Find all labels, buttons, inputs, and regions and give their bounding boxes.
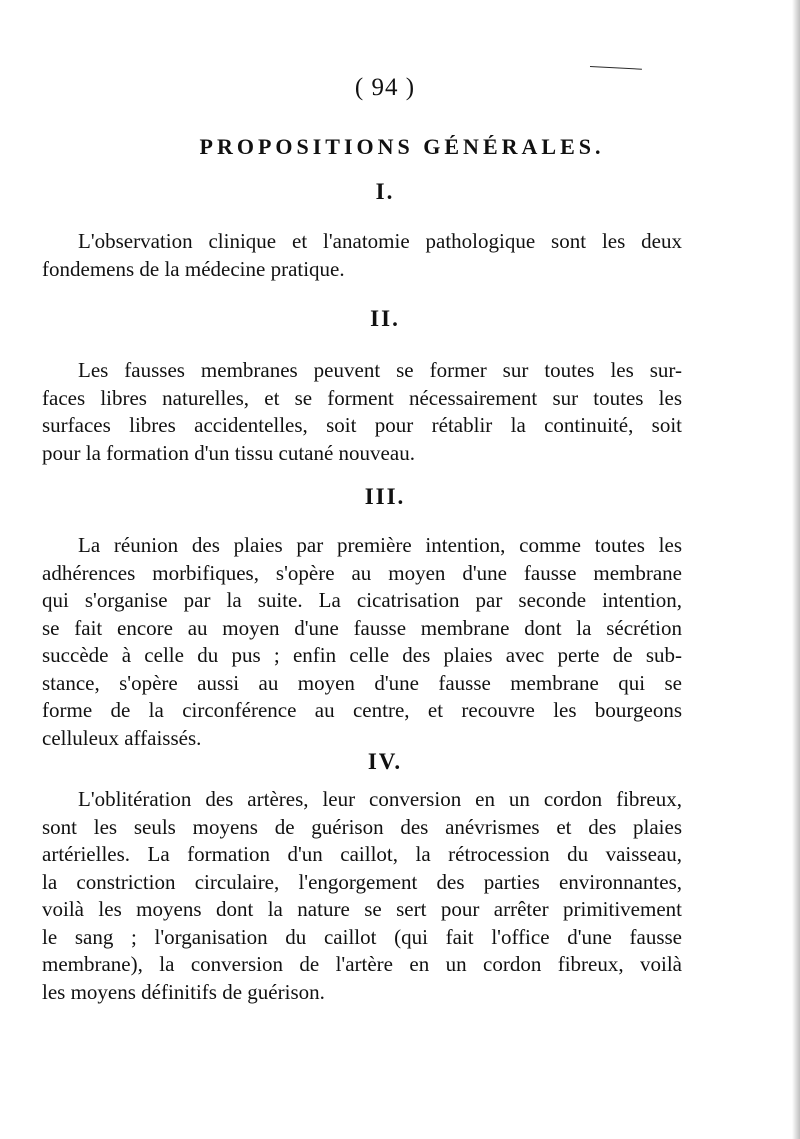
paragraph-line: stance, s'opère aussi au moyen d'une fausse membrane qui se (42, 670, 682, 695)
paragraph-line: succède à celle du pus ; enfin celle des plaies avec perte de sub- (42, 643, 682, 667)
paragraph-line: membrane), la conversion de l'artère en un cordon fibreux, voilà (42, 952, 682, 976)
paragraph-line: voilà les moyens dont la nature se sert pour arrêter primitivement (42, 897, 682, 921)
section-numeral-2: II. (370, 306, 400, 331)
section-paragraph-4 (42, 786, 682, 1006)
page-title: PROPOSITIONS GÉNÉRALES. (199, 134, 605, 159)
section-numeral-4: IV. (367, 749, 403, 774)
paragraph-line: se fait encore au moyen d'une fausse membrane dont la sécrétion (42, 615, 682, 640)
section-paragraph-3 (42, 532, 682, 752)
paragraph-line: artérielles. La formation d'un caillot, la rétrocession du vaisseau, (42, 842, 682, 866)
paragraph-line: la constriction circulaire, l'engorgement des parties environnantes, (42, 869, 682, 894)
paragraph-line: La réunion des plaies par première intention, comme toutes les (78, 533, 682, 557)
paragraph-line: pour la formation d'un tissu cutané nouveau. (42, 440, 415, 465)
section-numeral-1: I. (375, 179, 395, 204)
paragraph-line: fondemens de la médecine pratique. (42, 256, 345, 281)
paragraph-line: le sang ; l'organisation du caillot (qui fait l'office d'une fausse (42, 924, 682, 949)
paragraph-line: qui s'organise par la suite. La cicatrisation par seconde intention, (42, 588, 682, 612)
paragraph-line: adhérences morbifiques, s'opère au moyen d'une fausse membrane (42, 560, 682, 585)
page-edge-shadow (792, 0, 800, 1139)
paragraph-line: L'observation clinique et l'anatomie pathologique sont les deux (78, 229, 682, 253)
paragraph-line: L'oblitération des artères, leur conversion en un cordon fibreux, (78, 787, 682, 811)
paragraph-line: Les fausses membranes peuvent se former sur toutes les sur- (78, 358, 682, 382)
section-paragraph-2 (42, 357, 682, 467)
paragraph-line: sont les seuls moyens de guérison des anévrismes et des plaies (42, 814, 682, 839)
page-number: ( 94 ) (354, 74, 416, 101)
section-numeral-3: III. (364, 484, 406, 509)
decorative-rule (590, 66, 642, 70)
paragraph-line: les moyens définitifs de guérison. (42, 979, 325, 1004)
paragraph-line: forme de la circonférence au centre, et recouvre les bourgeons (42, 698, 682, 722)
paragraph-line: celluleux affaissés. (42, 725, 202, 750)
section-paragraph-1 (42, 228, 682, 283)
paragraph-line: faces libres naturelles, et se forment nécessairement sur toutes les (42, 385, 682, 410)
paragraph-line: surfaces libres accidentelles, soit pour rétablir la continuité, soit (42, 413, 682, 437)
